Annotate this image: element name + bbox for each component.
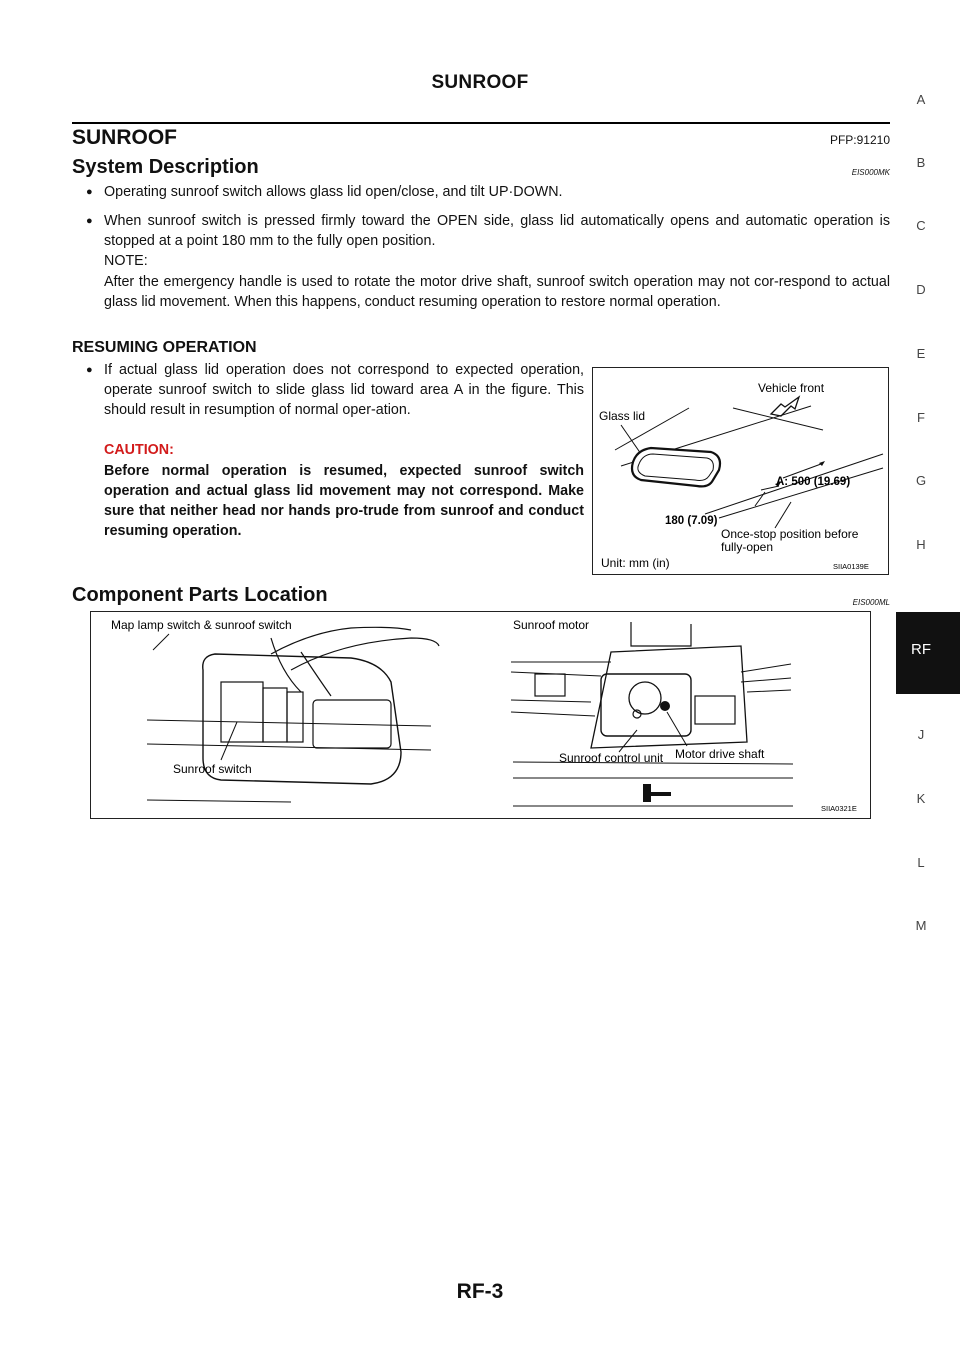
component-parts-code: EIS000ML xyxy=(852,598,890,607)
dim-arrow-icon xyxy=(819,461,825,466)
drive-shaft-icon xyxy=(660,701,670,711)
bracket-icon xyxy=(643,784,671,802)
resuming-bullet-1: If actual glass lid operation does not correspond to expected operation, operate sunroof switch to slide glass lid toward area A in the figure. This should result in resumption of normal oper-ation. xyxy=(104,362,584,418)
connector-block xyxy=(695,696,735,724)
switch-block xyxy=(287,692,303,742)
resuming-operation-title: RESUMING OPERATION xyxy=(72,339,257,356)
index-letter-rf: RF xyxy=(911,641,931,658)
roof-line xyxy=(147,800,291,802)
glass-lid-figure xyxy=(592,367,889,575)
roof-line xyxy=(147,720,431,726)
wire xyxy=(511,662,611,716)
system-description-title: System Description xyxy=(72,156,259,178)
index-letter-c[interactable]: C xyxy=(916,218,926,233)
switch-block xyxy=(221,682,263,742)
once-stop-label-2: fully-open xyxy=(721,540,774,554)
figure-2-id: SIIA0321E xyxy=(821,804,857,813)
drive-shaft-leader xyxy=(667,712,687,746)
index-letter-h[interactable]: H xyxy=(916,537,926,552)
index-letter-m[interactable]: M xyxy=(915,918,927,933)
figure-1-id: SIIA0139E xyxy=(833,562,869,571)
component-parts-title: Component Parts Location xyxy=(72,584,328,606)
control-unit-label: Sunroof control unit xyxy=(559,751,664,765)
bullet-marker: ● xyxy=(86,364,93,376)
system-bullet-2: When sunroof switch is pressed firmly toward the OPEN side, glass lid automatically opens and automatic operation is stopped at a point 180 mm to the fully open position. xyxy=(104,213,890,249)
section-title: SUNROOF xyxy=(72,126,177,149)
connector-block xyxy=(535,674,565,696)
caution-text: Before normal operation is resumed, expected sunroof switch operation and actual glass lid movement may not correspond. Make sure that neither head nor hands pro-trude from sunroof and conduct resuming operation. xyxy=(104,463,584,539)
motor-gear xyxy=(629,682,661,714)
vehicle-front-label: Vehicle front xyxy=(758,381,825,395)
index-letter-f[interactable]: F xyxy=(917,410,925,425)
motor-body xyxy=(601,674,691,736)
component-parts-diagram xyxy=(91,612,869,817)
vehicle-front-arrow-icon xyxy=(771,397,799,416)
glass-lid-leader xyxy=(621,425,641,454)
dimension-a-label: A: 500 (19.69) xyxy=(776,476,851,488)
roof-line xyxy=(147,744,431,750)
component-parts-figure xyxy=(90,611,871,819)
note-text: After the emergency handle is used to rotate the motor drive shaft, sunroof switch operation may not cor-respond to actual glass lid movement. When this happens, conduct resuming operation to restore normal operation. xyxy=(104,274,890,310)
trim-curve xyxy=(291,638,439,670)
index-letter-a[interactable]: A xyxy=(916,92,926,107)
bullet-marker: ● xyxy=(86,215,93,227)
once-stop-leader xyxy=(775,502,791,528)
motor-bracket xyxy=(631,622,691,646)
index-letter-e[interactable]: E xyxy=(916,346,926,361)
dimension-180-label: 180 (7.09) xyxy=(665,515,718,527)
section-code: PFP:91210 xyxy=(829,133,890,147)
index-letter-j[interactable]: J xyxy=(917,727,925,742)
system-bullet-1: Operating sunroof switch allows glass lid open/close, and tilt UP·DOWN. xyxy=(104,184,563,200)
index-letter-g[interactable]: G xyxy=(915,473,927,488)
glass-lid-label: Glass lid xyxy=(599,409,646,423)
drive-shaft-label: Motor drive shaft xyxy=(675,747,765,761)
top-rule xyxy=(72,122,890,124)
wire xyxy=(741,664,791,692)
once-stop-label-1: Once-stop position before xyxy=(721,527,859,541)
unit-label: Unit: mm (in) xyxy=(601,556,670,570)
switch-block xyxy=(263,688,287,742)
index-letter-b[interactable]: B xyxy=(916,155,926,170)
sunroof-motor-label: Sunroof motor xyxy=(513,618,590,632)
index-tab-rf-active[interactable] xyxy=(896,612,960,694)
caution-label: CAUTION: xyxy=(104,442,174,458)
control-unit-leader xyxy=(619,730,637,752)
map-lamp-leader xyxy=(153,634,169,650)
glass-lid-diagram xyxy=(593,368,887,573)
map-lamp-label: Map lamp switch & sunroof switch xyxy=(111,618,292,632)
note-label: NOTE: xyxy=(104,253,148,269)
sunroof-switch-leader xyxy=(221,722,237,760)
index-letter-d[interactable]: D xyxy=(916,282,926,297)
dimension-180-leader xyxy=(755,492,765,506)
page-header: SUNROOF xyxy=(431,72,529,93)
system-description-code: EIS000MK xyxy=(851,168,890,177)
motor-frame xyxy=(591,646,747,748)
bullet-marker: ● xyxy=(86,186,93,198)
page-number: RF-3 xyxy=(456,1280,504,1303)
sunroof-switch-label: Sunroof switch xyxy=(173,762,252,776)
index-letter-l[interactable]: L xyxy=(917,855,925,870)
glass-lid-shape xyxy=(632,448,720,486)
index-letter-k[interactable]: K xyxy=(916,791,926,806)
